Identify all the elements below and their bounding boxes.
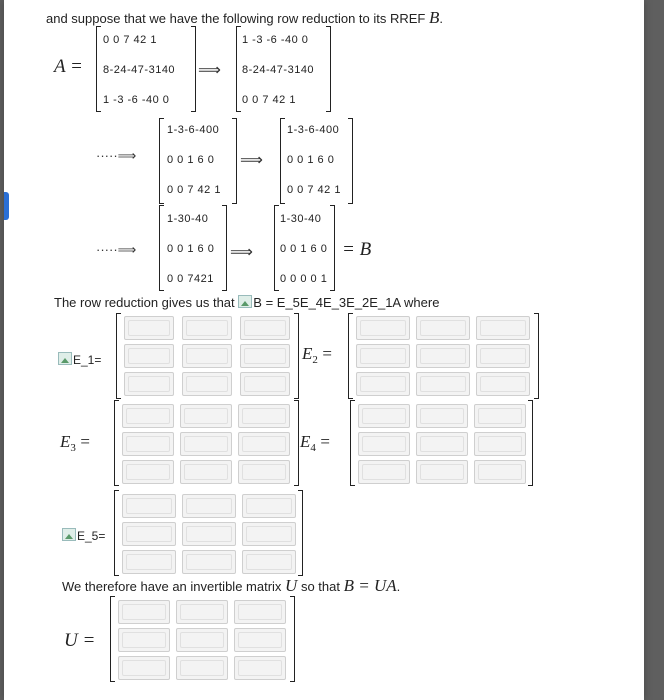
- u-cell-2-0[interactable]: [118, 656, 170, 680]
- e1-cell-1-2[interactable]: [240, 344, 290, 368]
- e3-cell-0-0[interactable]: [122, 404, 174, 428]
- e3-cell-1-2[interactable]: [238, 432, 290, 456]
- e4-cell-0-1[interactable]: [416, 404, 468, 428]
- u-cell-2-1[interactable]: [176, 656, 228, 680]
- e2-cell-1-1[interactable]: [416, 344, 470, 368]
- e2-cell-1-0[interactable]: [356, 344, 410, 368]
- product-text: The row reduction gives us that B = E_5E_4E_3E_2E_1A where: [54, 295, 440, 310]
- e1-cell-2-0[interactable]: [124, 372, 174, 396]
- e1-cell-1-0[interactable]: [124, 344, 174, 368]
- e3-cell-0-2[interactable]: [238, 404, 290, 428]
- e1-cell-0-2[interactable]: [240, 316, 290, 340]
- arrow-1: ⟹: [198, 62, 221, 79]
- label-E2: $E_2$ =: [302, 344, 332, 367]
- e3-cell-1-0[interactable]: [122, 432, 174, 456]
- e1-cell-0-0[interactable]: [124, 316, 174, 340]
- e5-cell-2-0[interactable]: [122, 550, 176, 574]
- e3-cell-1-1[interactable]: [180, 432, 232, 456]
- e5-cell-2-2[interactable]: [242, 550, 296, 574]
- e4-cell-2-2[interactable]: [474, 460, 526, 484]
- e5-cell-1-0[interactable]: [122, 522, 176, 546]
- e3-cell-0-1[interactable]: [180, 404, 232, 428]
- e2-cell-0-0[interactable]: [356, 316, 410, 340]
- label-E5: E_5=: [62, 528, 105, 543]
- e4-cell-2-0[interactable]: [358, 460, 410, 484]
- broken-image-icon: [238, 295, 252, 308]
- label-E4: $E_4$ =: [300, 432, 330, 455]
- arrow-2: ·····⟹: [96, 148, 137, 163]
- e4-cell-0-0[interactable]: [358, 404, 410, 428]
- e5-cell-0-0[interactable]: [122, 494, 176, 518]
- e1-cell-0-1[interactable]: [182, 316, 232, 340]
- e5-cell-2-1[interactable]: [182, 550, 236, 574]
- e2-cell-2-2[interactable]: [476, 372, 530, 396]
- e2-cell-2-0[interactable]: [356, 372, 410, 396]
- broken-image-icon: [58, 352, 72, 365]
- side-tab[interactable]: [4, 192, 9, 220]
- u-cell-0-0[interactable]: [118, 600, 170, 624]
- product-formula: B = E_5E_4E_3E_2E_1A: [253, 295, 401, 310]
- label-E1: E_1=: [58, 352, 101, 367]
- broken-image-icon: [62, 528, 76, 541]
- u-cell-1-1[interactable]: [176, 628, 228, 652]
- u-cell-0-1[interactable]: [176, 600, 228, 624]
- arrow-3: ⟹: [240, 152, 263, 169]
- label-B: = B: [342, 239, 372, 260]
- intro-text: and suppose that we have the following row reduction to its RREF B.: [46, 8, 444, 27]
- e1-cell-2-1[interactable]: [182, 372, 232, 396]
- e2-cell-1-2[interactable]: [476, 344, 530, 368]
- e1-cell-1-1[interactable]: [182, 344, 232, 368]
- conclusion-text: We therefore have an invertible matrix U so that B = UA.: [62, 576, 401, 595]
- e4-cell-2-1[interactable]: [416, 460, 468, 484]
- label-A: A =: [54, 56, 83, 77]
- e5-cell-1-2[interactable]: [242, 522, 296, 546]
- e5-cell-0-2[interactable]: [242, 494, 296, 518]
- e4-cell-1-1[interactable]: [416, 432, 468, 456]
- rref-var: B: [429, 8, 440, 27]
- e2-cell-2-1[interactable]: [416, 372, 470, 396]
- u-cell-1-2[interactable]: [234, 628, 286, 652]
- u-cell-1-0[interactable]: [118, 628, 170, 652]
- e5-cell-0-1[interactable]: [182, 494, 236, 518]
- arrow-4: ·····⟹: [96, 242, 137, 257]
- arrow-5: ⟹: [230, 244, 253, 261]
- e2-cell-0-1[interactable]: [416, 316, 470, 340]
- e4-cell-1-2[interactable]: [474, 432, 526, 456]
- e4-cell-1-0[interactable]: [358, 432, 410, 456]
- u-cell-2-2[interactable]: [234, 656, 286, 680]
- e4-cell-0-2[interactable]: [474, 404, 526, 428]
- u-cell-0-2[interactable]: [234, 600, 286, 624]
- e1-cell-2-2[interactable]: [240, 372, 290, 396]
- e3-cell-2-2[interactable]: [238, 460, 290, 484]
- e5-cell-1-1[interactable]: [182, 522, 236, 546]
- e2-cell-0-2[interactable]: [476, 316, 530, 340]
- e3-cell-2-0[interactable]: [122, 460, 174, 484]
- label-U: U =: [64, 630, 96, 651]
- e3-cell-2-1[interactable]: [180, 460, 232, 484]
- problem-page: and suppose that we have the following row reduction to its RREF B. A = 0 0 7 42 1 8-24-47-3140 1 -3 -6 -40 0 ⟹ 1 -3 -6 -40 0 8-24-47-3140 0 0 7 42 1 ·····⟹ 1-3-6-400 0 0 1 6 0 0 0 7 42 1 ⟹ 1-3-6-400 0 0 1 6 0 0 0 7 42 1 ·····⟹ 1-30-40 0 0 1 6 0 0 0 7421 ⟹ 1-30-40 0 0 1 6 0 0 0 0 0 1 = B The row reduction gives us that B = E_5E_4E_3E_2E_1A where E_1= $E_2$ = $E_3$ = $E_4$ = E_5= We therefore have an invertible matrix U so that B = UA. U =: [4, 0, 644, 700]
- label-E3: $E_3$ =: [60, 432, 90, 455]
